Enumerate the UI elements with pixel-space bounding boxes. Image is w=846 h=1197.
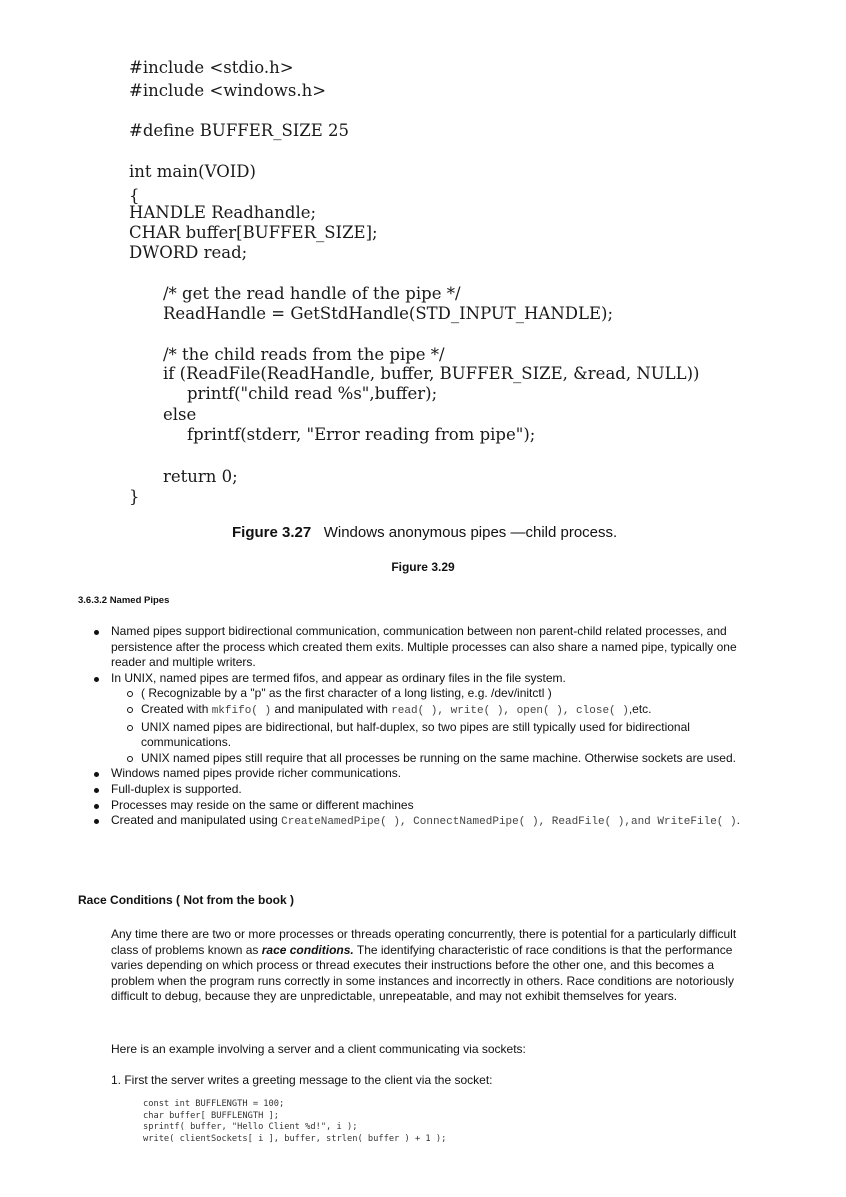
sublist-item-text: UNIX named pipes are bidirectional, but half-duplex, so two pipes are still typically used for bidirectional communications. [141, 719, 690, 750]
figure-caption [232, 524, 617, 541]
inline-code: CreateNamedPipe( ), ConnectNamedPipe( ), ReadFile( ),and WriteFile( ) [281, 816, 737, 829]
sublist-item [141, 702, 751, 720]
list-item [111, 813, 751, 831]
code-line: const int BUFFLENGTH = 100; [143, 1099, 285, 1109]
emphasized-term: race conditions. [261, 942, 354, 957]
list-item-text: Full-duplex is supported. [111, 781, 242, 796]
server-code-block [143, 1099, 446, 1145]
sublist-item [141, 720, 751, 751]
paragraph-text: The identifying characteristic of race conditions is that the performance varies depending on which process or thread executes their instructions before the other one, and this becomes a problem when the program runs correctly in some instances and incorrectly in others. Race conditions are notoriously difficult to debug, because they are unpredictable, unrepeatable, and may not exhibit themselves for years. [111, 942, 734, 1004]
code-line: } [129, 487, 140, 506]
list-item-text: Processes may reside on the same or different machines [111, 797, 414, 812]
code-line: { [129, 186, 140, 205]
code-line: #include <stdio.h> [129, 58, 294, 77]
code-line: /* the child reads from the pipe */ [163, 345, 445, 364]
code-line: #define BUFFER_SIZE 25 [129, 121, 350, 140]
code-line: HANDLE Readhandle; [129, 203, 317, 222]
list-item [111, 782, 751, 798]
code-line: write( clientSockets[ i ], buffer, strlen( buffer ) + 1 ); [143, 1133, 447, 1144]
list-item [111, 624, 751, 671]
sublist-item [141, 686, 751, 702]
sublist-item-text: ,etc. [628, 701, 652, 716]
race-conditions-paragraph [111, 927, 741, 1005]
code-line: return 0; [163, 467, 238, 486]
list-item-text: Created and manipulated using [111, 813, 282, 828]
section-heading-race-conditions: Race Conditions ( Not from the book ) [78, 893, 294, 907]
unix-sublist [111, 686, 751, 766]
code-line: fprintf(stderr, "Error reading from pipe"); [187, 425, 536, 444]
list-item [111, 766, 751, 782]
figure-number: Figure 3.27 [232, 524, 312, 541]
step-1: 1. First the server writes a greeting message to the client via the socket: [111, 1073, 493, 1087]
code-line: sprintf( buffer, "Hello Client %d!", i ); [143, 1122, 358, 1133]
code-line: if (ReadFile(ReadHandle, buffer, BUFFER_SIZE, &read, NULL)) [163, 364, 700, 383]
code-line: DWORD read; [129, 243, 248, 262]
figure-label: Figure 3.29 [391, 560, 455, 574]
named-pipes-list [111, 624, 751, 831]
list-item-text: In UNIX, named pipes are termed fifos, and appear as ordinary files in the file system. [111, 670, 566, 685]
sublist-item-text: UNIX named pipes still require that all processes be running on the same machine. Otherwise sockets are used. [141, 750, 736, 765]
code-line: int main(VOID) [129, 162, 256, 181]
example-intro: Here is an example involving a server and a client communicating via sockets: [111, 1042, 526, 1056]
code-line: else [163, 405, 197, 424]
code-line: /* get the read handle of the pipe */ [163, 284, 461, 303]
list-item-text: Windows named pipes provide richer communications. [111, 766, 402, 781]
list-item [111, 671, 751, 767]
code-line: CHAR buffer[BUFFER_SIZE]; [129, 223, 378, 242]
sublist-item-text: Created with [141, 701, 212, 716]
code-line: printf("child read %s",buffer); [187, 384, 438, 403]
code-line: #include <windows.h> [129, 81, 327, 100]
sublist-item-text: and manipulated with [271, 701, 392, 716]
sublist-item-text: ( Recognizable by a "p" as the first character of a long listing, e.g. /dev/initctl ) [141, 686, 552, 701]
inline-code: read( ), write( ), open( ), close( ) [391, 704, 629, 717]
code-line: ReadHandle = GetStdHandle(STD_INPUT_HANDLE); [163, 304, 614, 323]
inline-code: mkfifo( ) [211, 704, 272, 717]
section-heading-named-pipes: 3.6.3.2 Named Pipes [78, 595, 170, 606]
code-line: char buffer[ BUFFLENGTH ]; [143, 1110, 279, 1121]
list-item-text: Named pipes support bidirectional communication, communication between non parent-child related processes, and persistence after the process which created them exits. Multiple processes can also share a named pipe, typically one reader and multiple writers. [111, 624, 737, 670]
sublist-item [141, 751, 751, 767]
paragraph-text: Any time there are two or more processes or threads operating concurrently, there is potential for a particularly difficult class of problems known as [111, 927, 737, 957]
list-item-text: . [736, 813, 740, 828]
figure-caption-text: Windows anonymous pipes —child process. [323, 524, 618, 541]
list-item [111, 798, 751, 814]
